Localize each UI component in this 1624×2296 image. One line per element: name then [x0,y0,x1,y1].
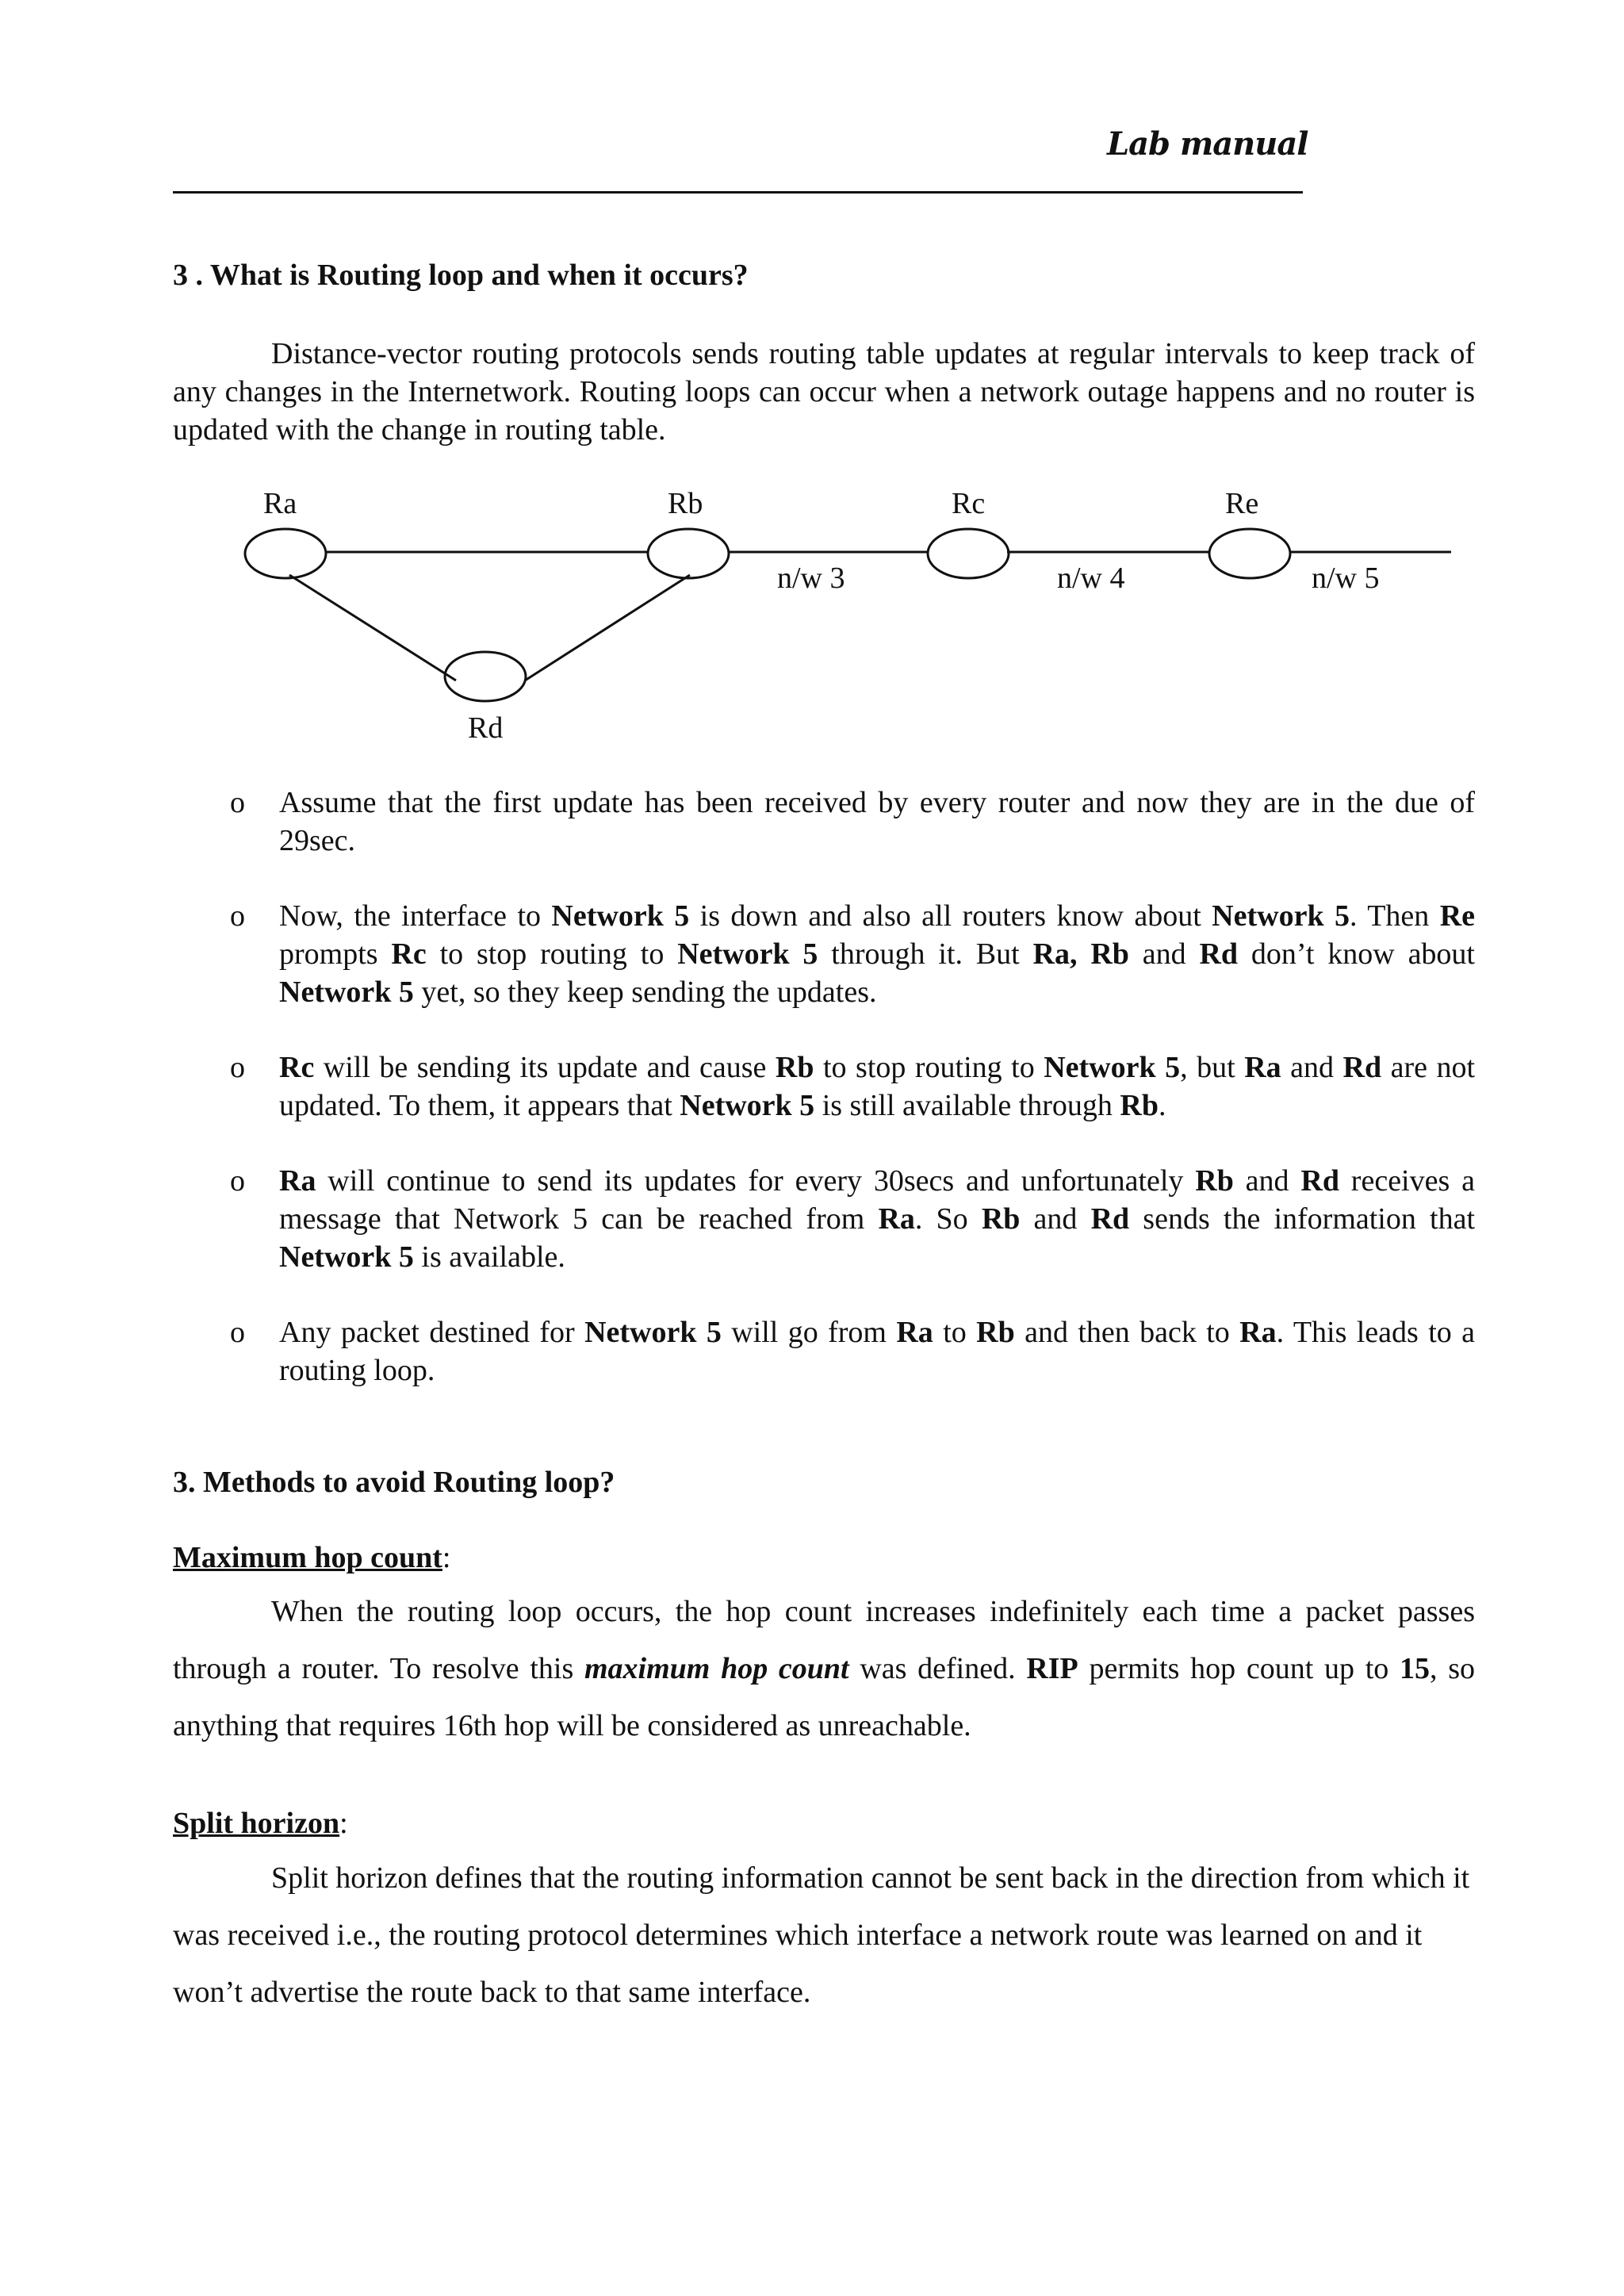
network-label-nw3: n/w 3 [777,562,845,595]
bullet-marker: o [230,786,245,819]
list-item [173,784,1475,860]
header-divider [173,191,1303,194]
subheading-split-horizon-title: Split horizon [173,1807,340,1840]
router-label-rb: Rb [668,487,703,520]
link-rb-rd [525,575,690,680]
list-item [173,897,1475,1011]
split-horizon-text: Split horizon defines that the routing information cannot be sent back in the direction from which it was received i.e., the routing protocol determines which interface a network route was learned on and it won’t advertise the route back to that same interface. [173,1861,1470,2009]
text-run: to stop routing to [814,1051,1044,1084]
bullet-text [279,1313,1475,1389]
text-run: are not updated. To them, it appears that [279,1051,1476,1122]
bold-term: Ra, Rb [1032,937,1129,971]
router-rb-node [648,529,729,578]
bullet-text [279,784,1475,860]
bold-term: Rb [775,1051,814,1084]
bullet-text [279,1048,1475,1125]
router-label-rc: Rc [952,487,986,520]
bold-term: Network 5 [279,1240,414,1274]
list-item [173,1048,1475,1125]
network-diagram [0,476,1624,761]
subheading-colon: : [442,1541,451,1574]
text-run: prompts [279,937,392,971]
bold-term: Rd [1090,1202,1130,1236]
bullet-marker: o [230,1051,245,1084]
text-run: , but [1180,1051,1245,1084]
router-rc-node [928,529,1009,578]
link-ra-rd [289,575,456,680]
text-run: don’t know about [1238,937,1475,971]
bullet-text [279,1162,1475,1276]
text-run: yet, so they keep sending the updates. [413,976,877,1009]
bold-term: Rd [1342,1051,1382,1084]
text-run: Assume that the first update has been received by every router and now they are in the due of 29sec. [279,786,1475,857]
bold-term: Ra [1244,1051,1281,1084]
bold-term: RIP [1026,1652,1078,1685]
bullet-marker: o [230,1164,245,1198]
text-run: through it. But [818,937,1033,971]
bold-term: Rd [1199,937,1239,971]
bold-term: Rb [976,1316,1015,1349]
text-run: and [1020,1202,1091,1236]
bold-term: Network 5 [680,1089,815,1122]
text-run: . This leads to a routing loop. [279,1316,1476,1387]
router-rd-node [445,652,526,701]
text-run: permits hop count up to [1078,1652,1400,1685]
text-run: was defined. [848,1652,1027,1685]
bullet-text [279,897,1475,1011]
bold-term: Network 5 [677,937,818,971]
bullet-marker: o [230,899,245,933]
split-horizon-paragraph [173,1849,1475,2021]
subheading-colon: : [339,1807,348,1840]
bullet-marker: o [230,1316,245,1349]
text-run: sends the information that [1129,1202,1475,1236]
text-run: . So [914,1202,982,1236]
text-run: and [1233,1164,1301,1198]
list-item [173,1162,1475,1276]
text-run: Any packet destined for [279,1316,585,1349]
router-label-ra: Ra [263,487,297,520]
emphasis-term: maximum hop count [584,1652,849,1685]
text-run: When the routing loop occurs, the hop count increases indefinitely each time a packet passes through a router. To resolve this [173,1595,1475,1685]
subheading-split-horizon [173,1806,348,1841]
bold-term: Network 5 [1044,1051,1181,1084]
router-label-re: Re [1225,487,1259,520]
router-ra-node [245,529,326,578]
text-run: receives a message that Network 5 can be reached from [279,1164,1475,1236]
text-run: and [1128,937,1200,971]
header-title: Lab manual [1107,125,1308,163]
subheading-max-hop-title: Maximum hop count [173,1541,442,1574]
section-heading-methods: 3. Methods to avoid Routing loop? [173,1466,615,1499]
text-run: and [1281,1051,1343,1084]
text-run: will continue to send its updates for every 30secs and unfortunately [316,1164,1196,1198]
intro-paragraph [173,335,1475,449]
text-run: and then back to [1014,1316,1240,1349]
text-run: Now, the interface to [279,899,552,933]
bold-term: Network 5 [279,976,414,1009]
text-run: , so anything that requires 16th hop will be considered as unreachable. [173,1652,1475,1742]
bold-term: Rb [981,1202,1021,1236]
bold-term: Network 5 [551,899,690,933]
text-run: will be sending its update and cause [314,1051,776,1084]
bold-term: Re [1439,899,1476,933]
list-item [173,1313,1475,1389]
bold-term: Ra [1239,1316,1277,1349]
bold-term: Ra [896,1316,933,1349]
text-run: . [1158,1089,1166,1122]
text-run: is down and also all routers know about [689,899,1212,933]
router-re-node [1209,529,1290,578]
bold-term: Network 5 [1212,899,1350,933]
text-run: will go from [721,1316,897,1349]
text-run: is still available through [814,1089,1120,1122]
bold-term: Rb [1195,1164,1234,1198]
text-run: to [933,1316,977,1349]
bold-term: 15 [1400,1652,1430,1685]
max-hop-text [173,1583,1475,1754]
intro-text: Distance-vector routing protocols sends routing table updates at regular intervals to keep track of any changes in the Internetwork. Routing loops can occur when a network outage happens and no router is updated with the change in routing table. [173,337,1475,447]
bold-term: Ra [878,1202,915,1236]
bold-term: Rc [279,1051,315,1084]
bold-term: Ra [279,1164,316,1198]
bold-term: Network 5 [584,1316,722,1349]
text-run: to stop routing to [426,937,678,971]
bold-term: Rc [391,937,427,971]
bold-term: Rd [1300,1164,1339,1198]
bold-term: Rb [1120,1089,1159,1122]
router-label-rd: Rd [468,711,504,745]
text-run: is available. [413,1240,565,1274]
max-hop-paragraph [173,1583,1475,1754]
section-heading-routing-loop: 3 . What is Routing loop and when it occurs? [173,259,749,292]
text-run: . Then [1350,899,1440,933]
network-label-nw4: n/w 4 [1057,562,1125,595]
network-label-nw5: n/w 5 [1312,562,1380,595]
subheading-max-hop [173,1540,450,1575]
